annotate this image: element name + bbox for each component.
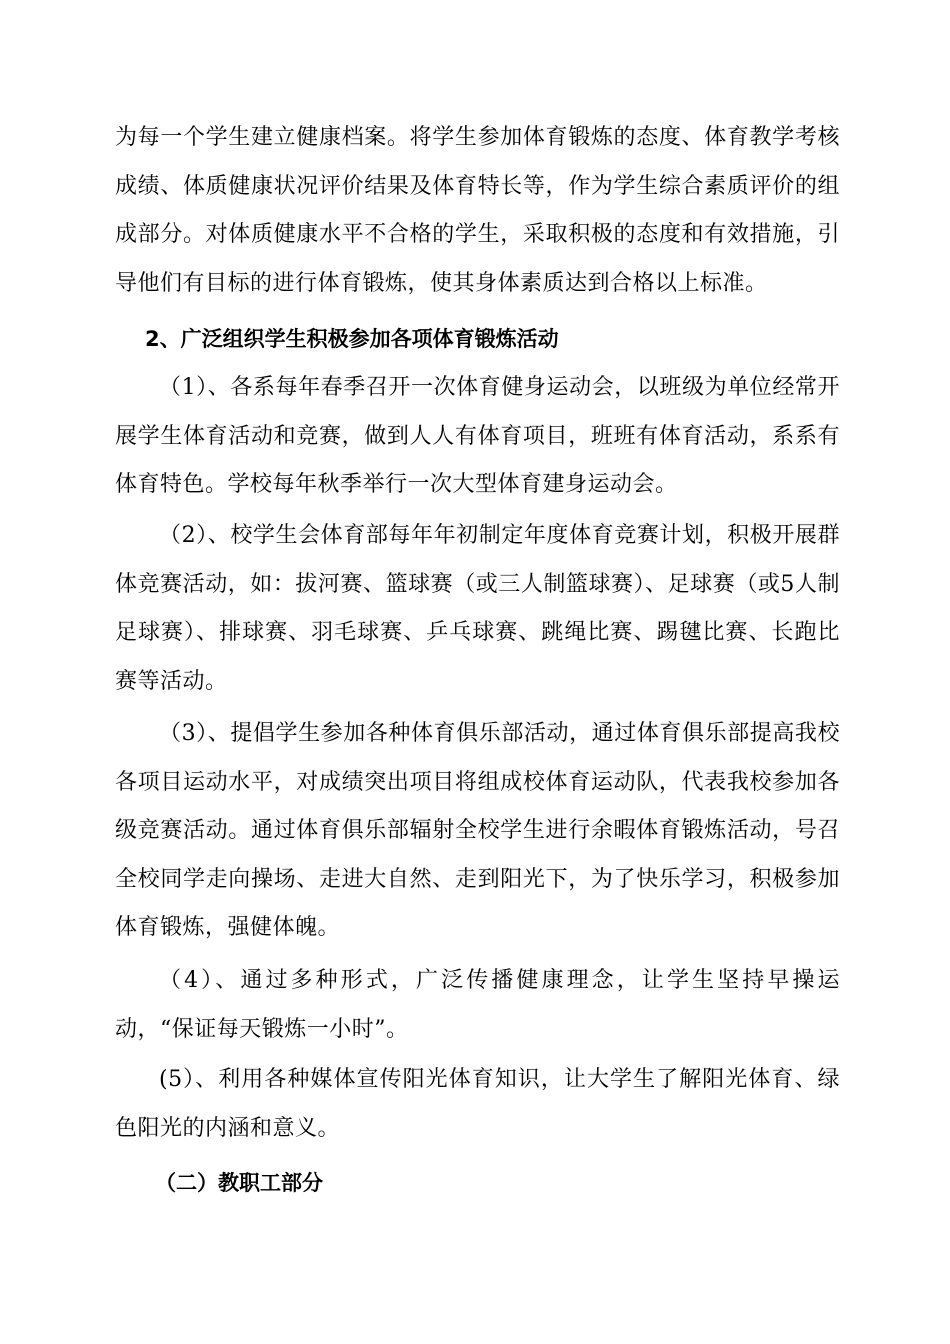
paragraph-item-2: （2）、校学生会体育部每年年初制定年度体育竞赛计划，积极开展群体竞赛活动，如：拔河赛、篮球赛（或三人制篮球赛）、足球赛（或5人制足球赛）、排球赛、羽毛球赛、乒乓球赛、跳绳比赛、踢毽比赛、长跑比赛等活动。: [115, 523, 840, 694]
paragraph-health-records: 为每一个学生建立健康档案。将学生参加体育锻炼的态度、体育教学考核成绩、体质健康状况评价结果及体育特长等，作为学生综合素质评价的组成部分。对体质健康水平不合格的学生，采取积极的态度和有效措施，引导他们有目标的进行体育锻炼，使其身体素质达到合格以上标准。: [115, 125, 840, 296]
section-heading-organize-activities: 2、广泛组织学生积极参加各项体育锻炼活动: [145, 327, 559, 351]
paragraph-item-1: （1）、各系每年春季召开一次体育健身运动会，以班级为单位经常开展学生体育活动和竞赛，做到人人有体育项目，班班有体育活动，系系有体育特色。学校每年秋季举行一次大型体育建身运动会。: [115, 375, 840, 497]
paragraph-item-5: (5）、利用各种媒体宣传阳光体育知识，让大学生了解阳光体育、绿色阳光的内涵和意义。: [115, 1067, 840, 1141]
paragraph-item-4: （4）、通过多种形式，广泛传播健康理念，让学生坚持早操运动，“保证每天锻炼一小时”。: [115, 968, 840, 1042]
paragraph-item-3: （3）、提倡学生参加各种体育俱乐部活动，通过体育俱乐部提高我校各项目运动水平，对成绩突出项目将组成校体育运动队，代表我校参加各级竞赛活动。通过体育俱乐部辐射全校学生进行余暇体育锻炼活动，号召全校同学走向操场、走进大自然、走到阳光下，为了快乐学习，积极参加体育锻炼，强健体魄。: [115, 721, 840, 940]
section-heading-staff: （二）教职工部分: [155, 1171, 323, 1195]
